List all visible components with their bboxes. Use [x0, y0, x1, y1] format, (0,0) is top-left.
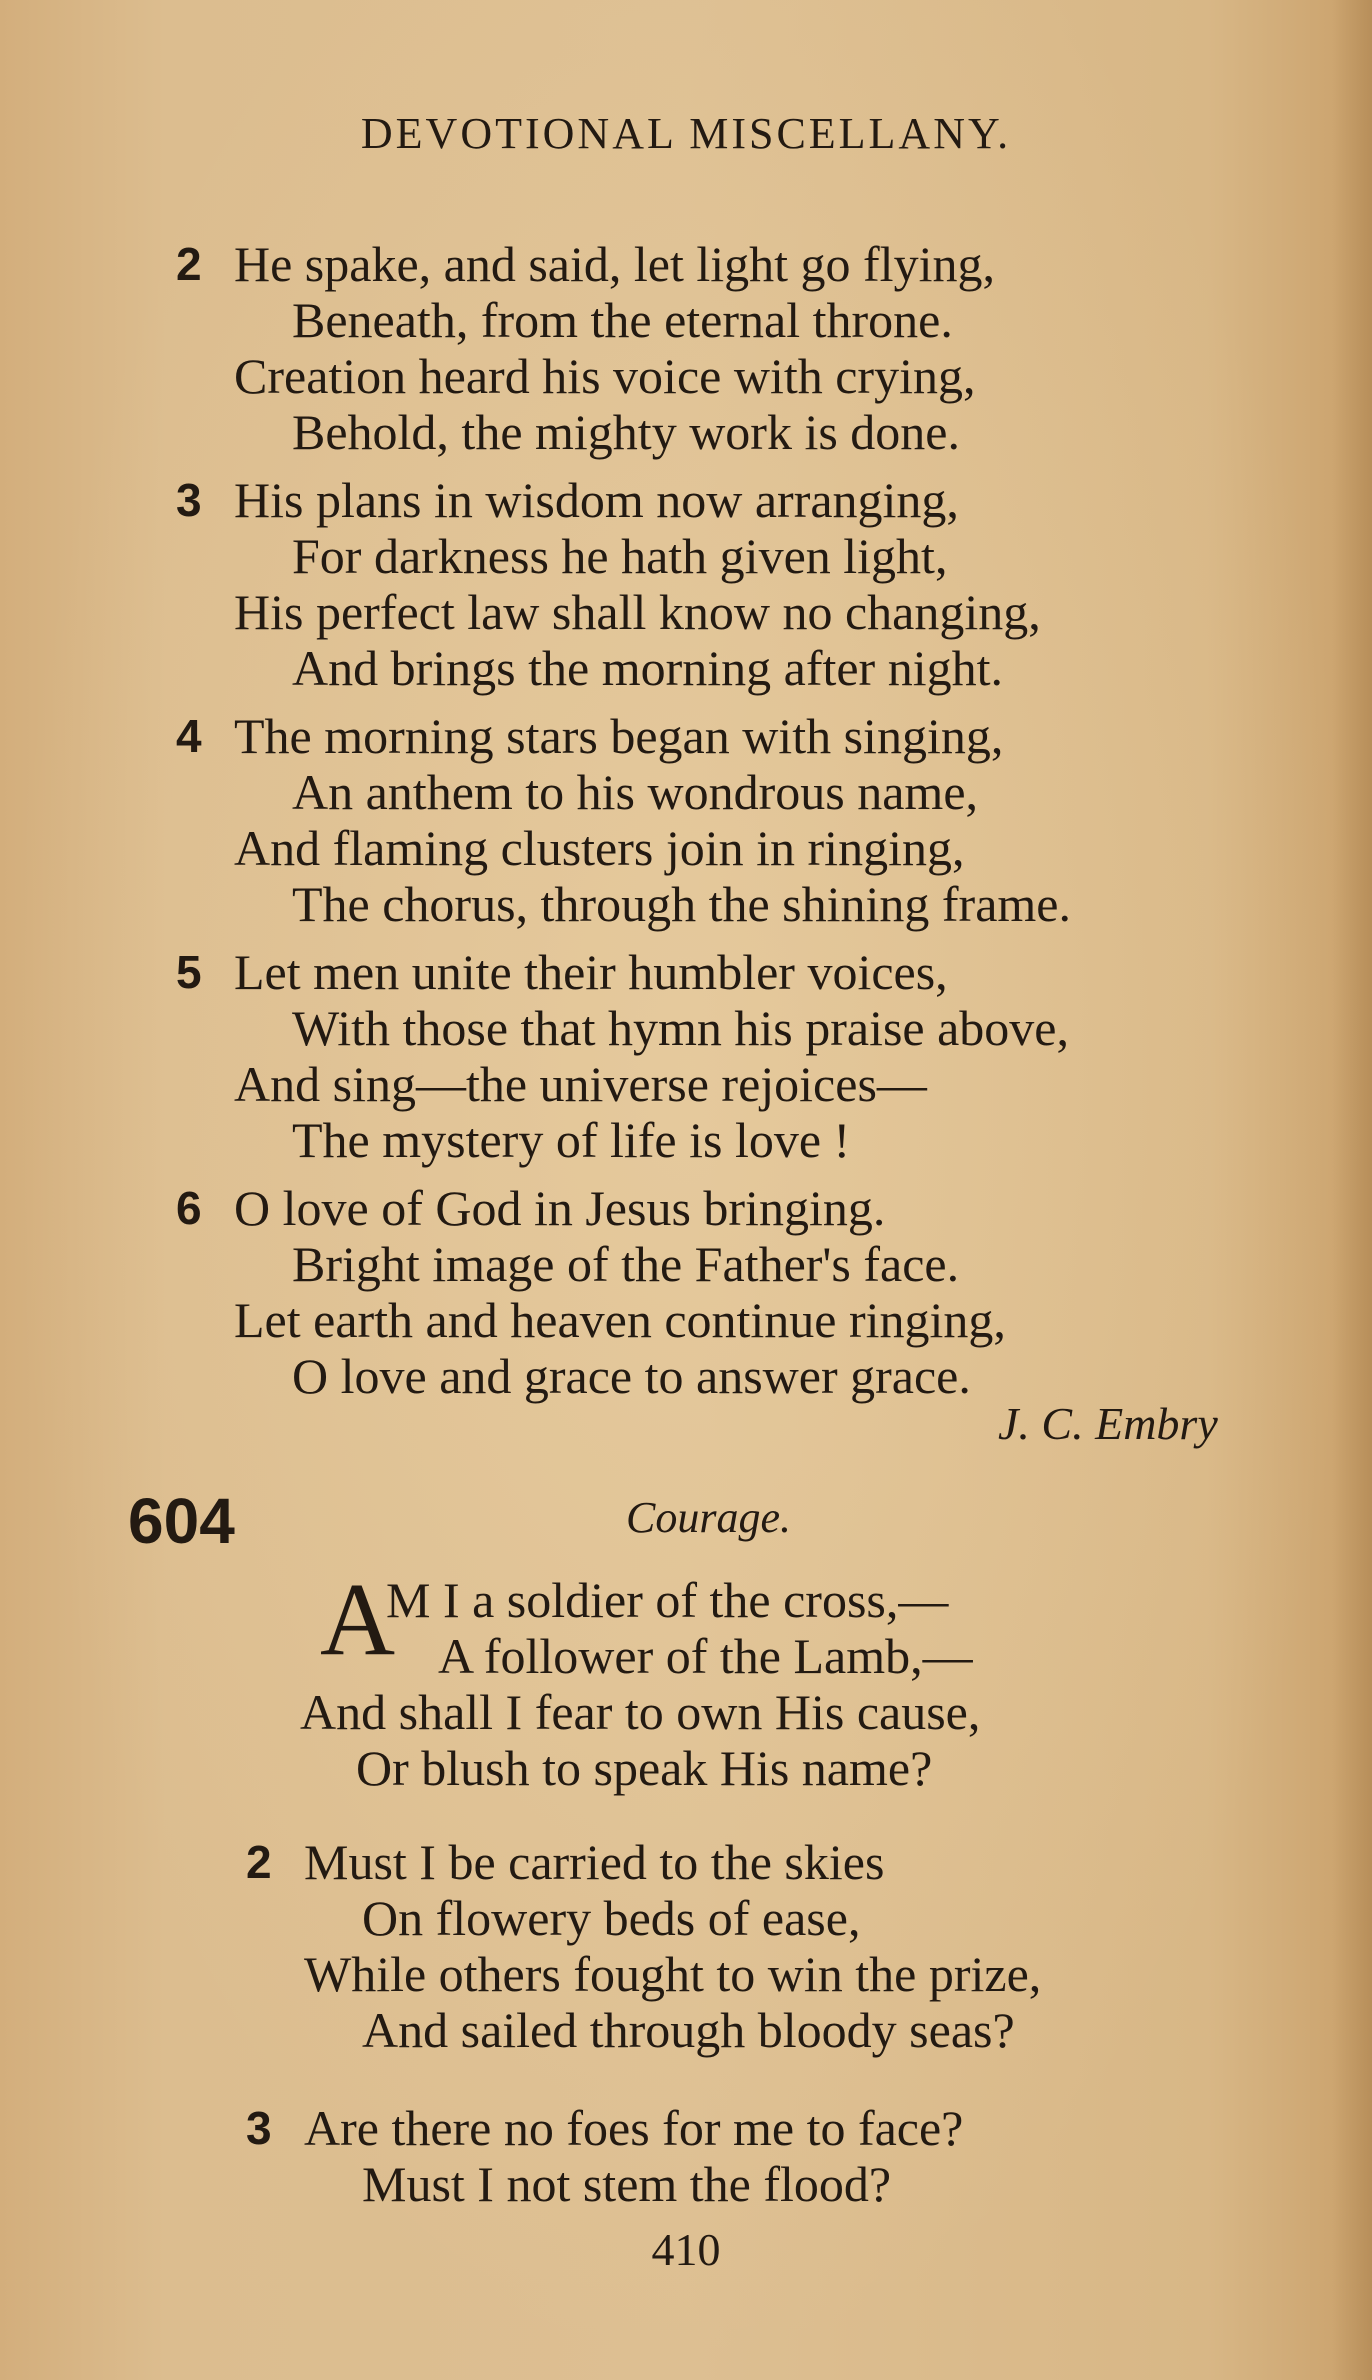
verse-line: The morning stars began with singing,	[234, 708, 1004, 764]
verse-number: 4	[176, 710, 202, 762]
verse-line: O love and grace to answer grace.	[292, 1348, 971, 1404]
page-edge-shadow	[1332, 0, 1372, 2380]
verse-line: Bright image of the Father's face.	[292, 1236, 960, 1292]
verse-line: Creation heard his voice with crying,	[234, 348, 976, 404]
verse-line: He spake, and said, let light go flying,	[234, 236, 995, 292]
hymn-title: Courage.	[626, 1493, 791, 1542]
verse-line: Beneath, from the eternal throne.	[292, 292, 953, 348]
verse-number: 6	[176, 1182, 202, 1234]
verse-line: Let earth and heaven continue ringing,	[234, 1292, 1006, 1348]
hymn-author: J. C. Embry	[998, 1398, 1218, 1449]
page-number: 410	[651, 2224, 721, 2275]
verse-number: 2	[246, 1836, 272, 1888]
hymn-number: 604	[128, 1485, 235, 1557]
verse-line: While others fought to win the prize,	[304, 1946, 1042, 2002]
verse-line: M I a soldier of the cross,—	[386, 1572, 949, 1628]
verse-line: With those that hymn his praise above,	[292, 1000, 1070, 1056]
verse-line: An anthem to his wondrous name,	[292, 764, 979, 820]
verse-number: 5	[176, 946, 202, 998]
drop-cap: A	[320, 1562, 396, 1677]
verse-line: Must I not stem the flood?	[362, 2156, 892, 2212]
verse-line: His perfect law shall know no changing,	[234, 584, 1041, 640]
verse-line: Let men unite their humbler voices,	[234, 944, 948, 1000]
verse-number: 2	[176, 238, 202, 290]
verse-line: The chorus, through the shining frame.	[292, 876, 1071, 932]
verse-line: His plans in wisdom now arranging,	[234, 472, 959, 528]
verse-line: Are there no foes for me to face?	[304, 2100, 964, 2156]
verse-line: And sing—the universe rejoices—	[234, 1056, 927, 1112]
verse-line: And sailed through bloody seas?	[362, 2002, 1015, 2058]
verse-line: Or blush to speak His name?	[356, 1740, 933, 1796]
verse-line: And shall I fear to own His cause,	[300, 1684, 981, 1740]
verse-line: And flaming clusters join in ringing,	[234, 820, 965, 876]
running-header: DEVOTIONAL MISCELLANY.	[360, 109, 1012, 158]
verse-number: 3	[246, 2102, 272, 2154]
verse-line: A follower of the Lamb,—	[438, 1628, 973, 1684]
verse-line: Behold, the mighty work is done.	[292, 404, 960, 460]
verse-line: Must I be carried to the skies	[304, 1834, 885, 1890]
verse-line: The mystery of life is love !	[292, 1112, 851, 1168]
verse-line: On flowery beds of ease,	[362, 1890, 861, 1946]
verse-line: For darkness he hath given light,	[292, 528, 948, 584]
verse-number: 3	[176, 474, 202, 526]
verse-line: O love of God in Jesus bringing.	[234, 1180, 886, 1236]
verse-line: And brings the morning after night.	[292, 640, 1003, 696]
